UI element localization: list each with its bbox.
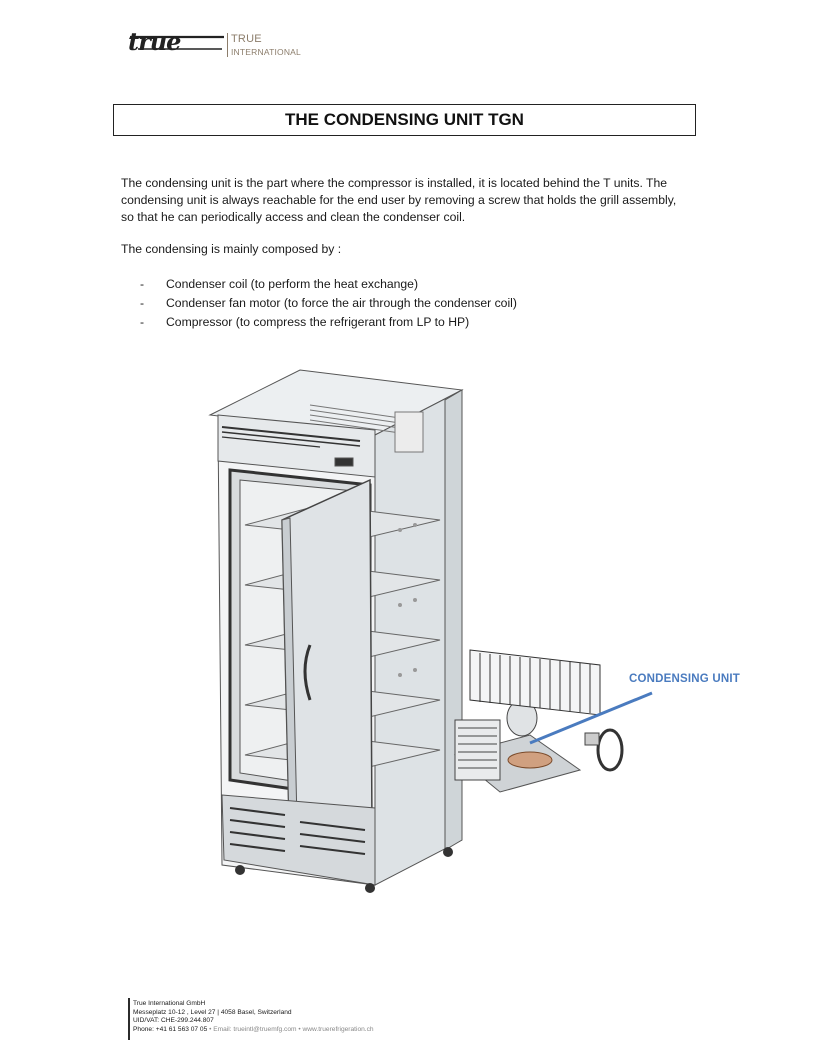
footer-contact-rest: • Email: trueintl@truemfg.com • www.truerefrigeration.ch (207, 1025, 374, 1033)
logo-wordmark: true (128, 28, 181, 56)
footer-bar (128, 998, 130, 1040)
list-item (140, 313, 517, 332)
component-list (140, 275, 517, 332)
refrigerator-drawing (200, 360, 660, 900)
footer-phone: Phone: +41 61 563 07 05 (133, 1025, 208, 1033)
brand-subtitle: INTERNATIONAL (231, 47, 301, 57)
true-logo-mark (128, 28, 228, 64)
composition-intro: The condensing is mainly composed by : (121, 242, 342, 256)
list-dash: - (140, 277, 145, 291)
true-logo (128, 28, 328, 64)
page-title: THE CONDENSING UNIT TGN (113, 104, 696, 136)
list-dash: - (140, 296, 145, 310)
footer (133, 1000, 374, 1034)
list-item-text: Condenser coil (to perform the heat exchange) (166, 277, 419, 291)
list-item (140, 275, 517, 294)
footer-address: Messeplatz 10-12 , Level 27 | 4058 Basel, Switzerland (133, 1008, 292, 1016)
list-dash: - (140, 315, 145, 329)
list-item (140, 294, 517, 313)
condensing-unit-callout: CONDENSING UNIT (629, 673, 740, 685)
footer-uid: UID/VAT: CHE-299.244.807 (133, 1017, 214, 1024)
footer-company: True International GmbH (133, 1000, 206, 1007)
list-item-text: Compressor (to compress the refrigerant from LP to HP) (166, 315, 470, 329)
list-item-text: Condenser fan motor (to force the air through the condenser coil) (166, 296, 517, 310)
brand-separator (227, 33, 228, 57)
brand-name: TRUE (231, 33, 262, 45)
refrigerator-illustration (200, 360, 660, 900)
intro-paragraph: The condensing unit is the part where the compressor is installed, it is located behind the T units. The condensing unit is always reachable for the end user by removing a screw that holds the grill assembly, so that he can periodically access and clean the condenser coil. (121, 176, 677, 224)
footer-contact (133, 1026, 374, 1035)
